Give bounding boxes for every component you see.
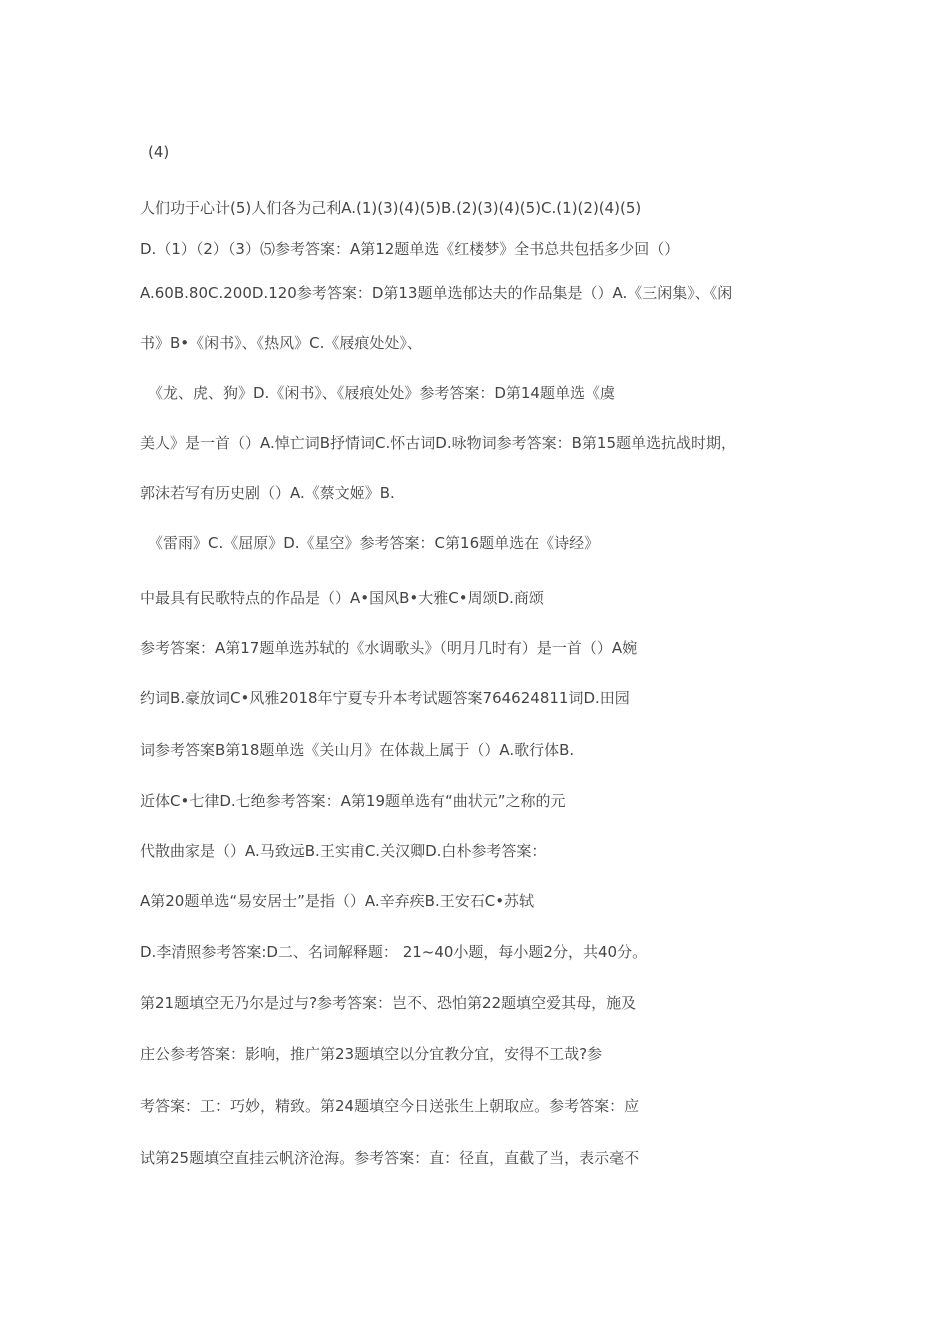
text-line: 考答案：工：巧妙，精致。第24题填空今日送张生上朝取应。参考答案：应 — [140, 1097, 640, 1115]
text-line: 郭沫若写有历史剧（）A.《蔡文姬》B. — [140, 484, 395, 502]
text-line: 美人》是一首（）A.悼亡词B抒情词C.怀古词D.咏物词参考答案：B第15题单选抗战时期， — [140, 434, 736, 452]
text-line: 庄公参考答案：影响，推广第23题填空以分宜教分宜，安得不工哉?参 — [140, 1045, 603, 1063]
text-line: 参考答案：A第17题单选苏轼的《水调歌头》（明月几时有）是一首（）A婉 — [140, 639, 638, 657]
text-line: A第20题单选“易安居士”是指（）A.辛弃疾B.王安石C•苏轼 — [140, 892, 535, 910]
text-line: 人们功于心计(5)人们各为己利A.(1)(3)(4)(5)B.(2)(3)(4)(5)C.(1)(2)(4)(5) — [140, 199, 642, 217]
text-line: 中最具有民歌特点的作品是（）A•国风B•大雅C•周颂D.商颂 — [140, 589, 544, 607]
text-line: 近体C•七律D.七绝参考答案：A第19题单选有“曲状元”之称的元 — [140, 792, 566, 810]
text-line: 书》B•《闲书》、《热风》C.《屐痕处处》、 — [140, 334, 422, 352]
text-line: 《龙、虎、狗》D.《闲书》、《屐痕处处》参考答案：D第14题单选《虞 — [148, 384, 615, 402]
text-line: 词参考答案B第18题单选《关山月》在体裁上属于（）A.歌行体B. — [140, 741, 575, 759]
text-line: 第21题填空无乃尔是过与?参考答案：岂不、恐怕第22题填空爱其母，施及 — [140, 994, 637, 1012]
text-line: 代散曲家是（）A.马致远B.王实甫C.关汉卿D.白朴参考答案： — [140, 842, 547, 860]
text-line: D.（1）（2）（3）⑸参考答案：A第12题单选《红楼梦》全书总共包括多少回（） — [140, 240, 680, 258]
text-line: (4) — [148, 143, 170, 161]
text-line: 约词B.豪放词C•风雅2018年宁夏专升本考试题答案764624811词D.田园 — [140, 689, 630, 707]
text-line: D.李清照参考答案:D二、名词解释题： 21~40小题，每小题2分，共40分。 — [140, 943, 648, 961]
text-line: 试第25题填空直挂云帆济沧海。参考答案：直：径直，直截了当，表示毫不 — [140, 1149, 640, 1167]
text-line: 《雷雨》C.《屈原》D.《星空》参考答案：C第16题单选在《诗经》 — [148, 534, 600, 552]
text-line: A.60B.80C.200D.120参考答案：D第13题单选郁达夫的作品集是（）A.《三闲集》、《闲 — [140, 284, 733, 302]
